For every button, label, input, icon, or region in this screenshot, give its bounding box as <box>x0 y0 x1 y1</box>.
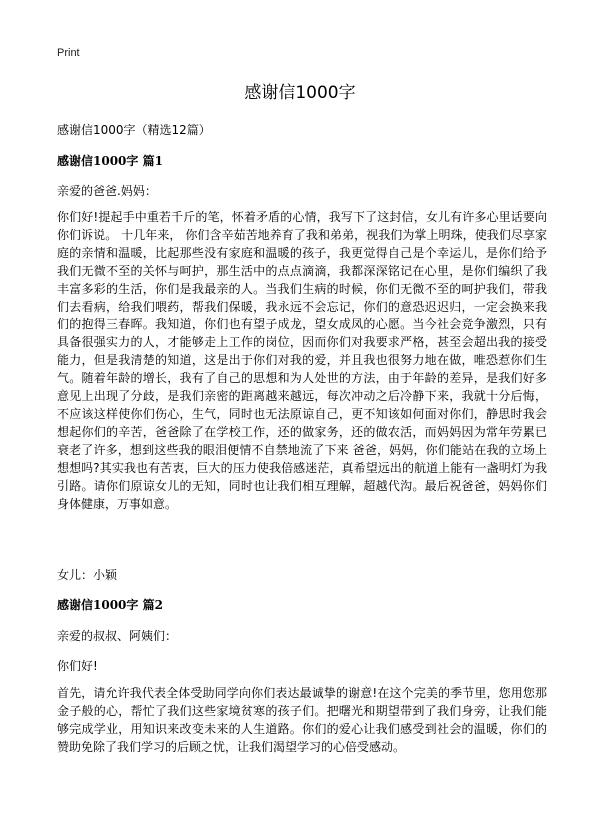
section-heading-2: 感谢信1000字 篇2 <box>57 598 163 612</box>
document-subtitle: 感谢信1000字（精选12篇） <box>57 123 211 137</box>
salutation-1: 亲爱的爸爸.妈妈： <box>57 184 157 198</box>
letter-body-1: 你们好!提起手中重若千斤的笔，怀着矛盾的心情，我写下了这封信，女儿有许多心里话要向你们诉说。 十几年来， 你们含辛茹苦地养育了我和弟弟，视我们为掌上明珠，使我们尽享家庭的亲情和温暖，比起那些没有家庭和温暖的孩子，我更觉得自己是个幸运儿，是你们给予我们无微不至的关怀与呵护，那生活中的点点滴滴，我都深深铭记在心里，是你们编织了我丰富多彩的生活，你们是我最亲的人。当我们生病的时候，你们无微不至的呵护我们，带我们去看病，给我们喂药，帮我们保暖，我永远不会忘记，你们的意恐迟迟归，一定会换来我们的抱得三春晖。我知道，你们也有望子成龙，望女成凤的心愿。当今社会竞争激烈，只有具备很强实力的人，才能够走上工作的岗位，因而你们对我要求严格，甚至会超出我的接受能力，但是我清楚的知道，这是出于你们对我的爱，并且我也很努力地在做，唯恐惹你们生气。随着年龄的增长，我有了自己的思想和为人处世的方法，由于年龄的差异，是我们好多意见上出现了分歧，是我们亲密的距离越来越远，每次冲动之后冷静下来，我就十分后悔，不应该这样使你们伤心，生气，同时也无法原谅自己，更不知该如何面对你们，静思时我会想起你们的辛苦，爸爸除了在学校工作，还的做家务，还的做农活，而妈妈因为常年劳累已衰老了许多，想到这些我的眼泪便情不自禁地流了下来 爸爸，妈妈，你们能站在我的立场上想想吗?其实我也有苦衷，巨大的压力使我倍感迷茫，真希望远出的航道上能有一盏明灯为我引路。请你们原谅女儿的无知，同时也让我们相互理解，超越代沟。最后祝爸爸，妈妈你们身体健康，万事如意。 <box>57 210 547 511</box>
greeting-2: 你们好! <box>57 659 98 673</box>
document-title: 感谢信1000字 <box>244 83 356 103</box>
salutation-2: 亲爱的叔叔、阿姨们： <box>57 629 178 643</box>
print-link[interactable]: Print <box>57 47 80 59</box>
signature-1: 女儿：小颖 <box>57 568 118 582</box>
letter-body-2: 首先，请允许我代表全体受助同学向你们表达最诚挚的谢意!在这个完美的季节里，您用您那金子般的心，帮忙了我们这些家境贫寒的孩子们。把曙光和期望带到了我们身旁，让我们能够完成学业，用知识来改变未来的人生道路。你们的爱心让我们感受到社会的温暖，你们的赞助免除了我们学习的后顾之忧，让我们渴望学习的心倍受感动。 <box>57 686 547 754</box>
section-heading-1: 感谢信1000字 篇1 <box>57 154 163 168</box>
